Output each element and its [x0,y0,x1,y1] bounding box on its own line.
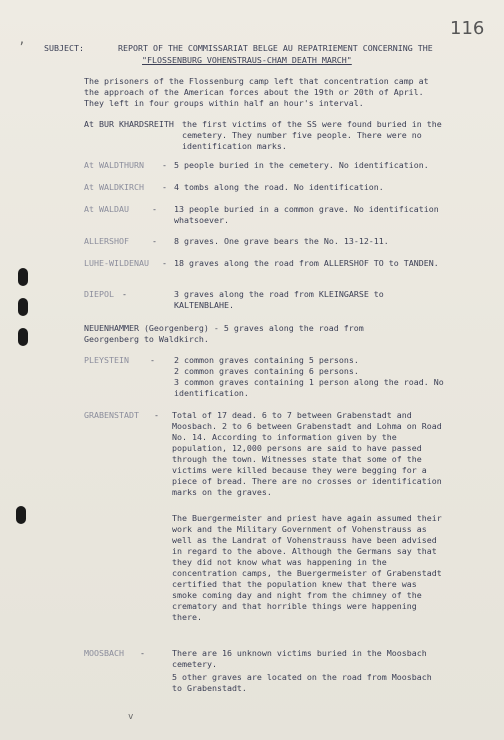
entry-place: LUHE-WILDENAU [84,258,149,268]
margin-mark: ’ [18,40,26,54]
bottom-mark: v [128,712,134,722]
entry-dash: - [152,236,157,246]
entry-text: the first victims of the SS were found buried in the cemetery. They number five people. There were no identification marks. [182,119,442,151]
entry-dash: - [152,204,157,214]
punch-hole [18,268,28,286]
entry-dash: - [150,355,155,365]
entry-place: DIEPOL [84,289,114,299]
intro-paragraph: The prisoners of the Flossenburg camp left that concentration camp at the approach of the American forces about the 19th or 20th of April. They left in four groups within half an hour's interval. [84,76,429,108]
entry-line: 2 common graves containing 6 persons. [174,366,359,376]
entry-place: GRABENSTADT [84,410,139,420]
entry-place: MOOSBACH [84,648,124,658]
entry-text: 18 graves along the road from ALLERSHOF TO to TANDEN. [174,258,439,268]
entry-place: At WALDTHURN [84,160,144,170]
punch-hole [18,298,28,316]
entry-text: 3 graves along the road from KLEINGARSE to KALTENBLAHE. [174,289,384,310]
entry-dash: - [162,258,167,268]
subject-label: SUBJECT: [44,43,84,53]
entry-text: 5 people buried in the cemetery. No identification. [174,160,429,170]
entry-line: 3 common graves containing 1 person along the road. No identification. [174,377,444,398]
entry-place: At BUR KHARDSREITH [84,119,174,129]
entry-neuenhammer: NEUENHAMMER (Georgenberg) - 5 graves along the road from Georgenberg to Waldkirch. [84,323,364,344]
entry-dash: - [162,160,167,170]
entry-place: At WALDAU [84,204,129,214]
entry-place: At WALDKIRCH [84,182,144,192]
entry-dash: - [122,289,127,299]
entry-text: Total of 17 dead. 6 to 7 between Grabenstadt and Moosbach. 2 to 6 between Grabenstadt and Lohma on Road No. 14. According to information given by the population, 12,000 persons are said to have passed through the town. Witnesses state that some of the victims were killed because they were begging for a piece of bread. There are no crosses or identification marks on the graves. [172,410,442,497]
entry-place: PLEYSTEIN [84,355,129,365]
entry-text: There are 16 unknown victims buried in the Moosbach cemetery. [172,648,427,669]
punch-hole [18,328,28,346]
entry-dash: - [140,648,145,658]
entry-place: ALLERSHOF [84,236,129,246]
entry-text: 13 people buried in a common grave. No identification whatsoever. [174,204,439,225]
burgermeister-paragraph: The Buergermeister and priest have again assumed their work and the Military Government of Vohenstrauss as well as the Landrat of Vohenstrauss have been advised in regard to the above. Although the Germans say that they did not know what was happening in the concentration camps, the Buergermeister of Grabenstadt certified that the population knew that there was smoke coming day and night from the chimney of the crematory and that horrible things were happening there. [172,513,442,622]
entry-dash: - [154,410,159,420]
page-number: 116 [450,18,485,39]
subject-title-line2: "FLOSSENBURG VOHENSTRAUS-CHAM DEATH MARCH" [142,55,352,65]
entry-dash: - [162,182,167,192]
entry-line: 2 common graves containing 5 persons. [174,355,359,365]
subject-title: REPORT OF THE COMMISSARIAT BELGE AU REPATRIEMENT CONCERNING THE [118,43,433,53]
entry-text: 4 tombs along the road. No identification. [174,182,384,192]
entry-text: 8 graves. One grave bears the No. 13-12-11. [174,236,389,246]
entry-text-2: 5 other graves are located on the road from Moosbach to Grabenstadt. [172,672,432,693]
punch-hole [16,506,26,524]
